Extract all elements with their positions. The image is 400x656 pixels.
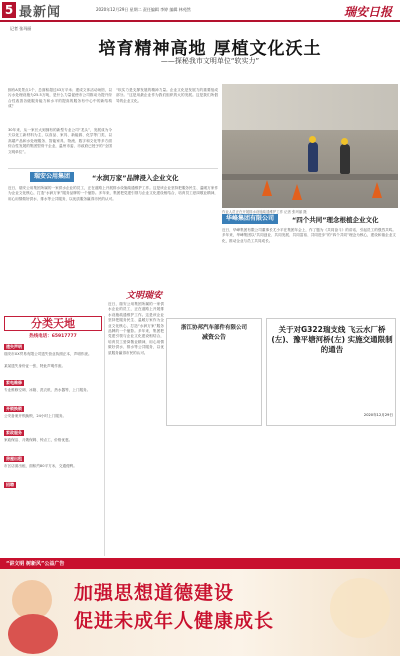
section-title: 最新闻	[19, 5, 62, 20]
classified-tag: 招聘	[6, 482, 14, 487]
divider	[104, 316, 105, 556]
banner-caption: “讲文明 树新风”公益广告	[6, 561, 65, 567]
classified-entry: 市区店面出租，面积约80平方米，交通便利。	[4, 464, 77, 468]
classified-entry: 瑞安市XX贸易有限公司遗失营业执照正本，声明作废。	[4, 352, 92, 356]
classified-tag: 家电维修	[6, 380, 22, 385]
photo-caption: 作业人员正在开展排水设施疏通维护工作 记者 张玛丽 摄	[222, 210, 307, 214]
classified-entry: 某某遗失身份证一张，特此声明作废。	[4, 364, 66, 368]
classified-title: 分类天地	[4, 316, 102, 331]
notice-date: 2020年12月29日	[363, 413, 393, 417]
lead-headline: 培育精神高地 厚植文化沃土	[98, 39, 322, 59]
classified-section	[4, 316, 102, 556]
classified-tag: 家政服务	[6, 430, 22, 435]
notice-capital-reduction	[166, 318, 262, 426]
issue-info: 2020年12月29日 星期二 责任编辑 李婷 编辑 林苑然	[96, 7, 191, 12]
child-illustration	[8, 614, 58, 654]
story-body-huafeng: 近日，华峰集团有限公司董事长尤小平在集团年会上，作了题为《共同奋斗》的讲话，引起员工的强烈共鸣。多年来，华峰集团以“共同创业、共同发展、共同富裕、共同进步”的“四个共同”理念为核心，建设和谐企业文化，推动企业与员工共同成长。	[222, 228, 396, 243]
middle-column-text: 近日，瑞安公用集团所属的一家供水企业的员工，正在道路上开展排水设施疏通维护工作。这是该企业坚持把服务民生、温暖万家作为企业文化核心，打造“水润万家”服务品牌的一个缩影。多年来，集团把党建引领与企业文化建设相结合，培育员工爱岗敬业精神，用心用情做好供水、排水等公共服务，以优质服务赢得市民的认可。	[108, 302, 164, 355]
news-photo	[222, 84, 398, 208]
byline: 记者 张玛丽	[10, 26, 32, 31]
story-body-gongyong: 近日，瑞安公用集团所属的一家供水企业的员工，正在道路上开展排水设施疏通维护工作。这是该企业坚持把服务民生、温暖万家作为企业文化核心，打造“水润万家”服务品牌的一个缩影。多年来，集团把党建引领与企业文化建设相结合，培育员工爱岗敬业精神，用心用情做好供水、排水等公共服务，以优质服务赢得市民的认可。	[8, 186, 218, 201]
public-service-banner	[0, 558, 400, 656]
story-kicker-huafeng: 华峰集团有限公司	[222, 214, 278, 224]
banner-slogan-line2: 促进未成年人健康成长	[74, 610, 275, 632]
notice-subtitle: 减资公告	[201, 334, 226, 341]
banner-slogan-line1: 加强思想道德建设	[74, 582, 235, 604]
divider	[8, 168, 218, 169]
classified-entry: 家政保洁、月嫂保姆、钟点工，价格优惠。	[4, 438, 73, 442]
lead-paragraph-1: 拥有A类景点1个，总面积超过43万平米；建成文体活动场馆，以污水处理设施为25.5万吨，是什么力量促使市公司推动为提升综合性改善各级服务能力和水平的提高的服务有中心中的新结构成？	[8, 88, 112, 109]
lead-paragraph-3: “软实力是支撑发展的精神力量。企业文化是发展力的重要组成部分。”这是用最企业作为我们组织的大的发展。这是我们所倡导的企业文化。	[116, 88, 218, 103]
classified-entry: 公安备案开锁换锁，24小时上门服务。	[4, 414, 67, 418]
story-title-huafeng: “四个共同”理念根植企业文化	[292, 216, 379, 224]
classified-phone: 热线电话：65917777	[29, 334, 77, 339]
classified-entry: 专业维修空调、冰箱、洗衣机、热水器等，上门服务。	[4, 388, 91, 392]
notice-traffic-title: 关于对G322瑞支线 飞云水厂桥(左)、豫平塘河桥(左) 实施交通限制的通告	[271, 325, 393, 354]
classified-tag: 遗失声明	[6, 344, 22, 349]
story-kicker-gongyong: 瑞安公用集团	[30, 172, 74, 182]
lead-paragraph-2: 30年来，从一家长大到拥有的新型专业公司“龙头”，发展成为今天以化工新材料为主，以食品、家具、新能源、化学等门类，以高端产品和水处理服务、智能家具、物流、数字和文化等多方面综合性发展的集团型骨干企业，温州市委、市政府已授予的“全国文明单位”。	[8, 128, 112, 154]
story-title-gongyong: “水润万家”品牌浸入企业文化	[92, 174, 179, 182]
masthead	[0, 0, 400, 22]
classified-tag: 房屋出租	[6, 456, 22, 461]
column-stamp: 文明瑞安	[125, 291, 162, 301]
decoration-circle	[330, 578, 390, 638]
newspaper-logo: 瑞安日报	[343, 5, 392, 19]
page-number: 5	[2, 2, 16, 18]
classified-tag: 开锁换锁	[6, 406, 22, 411]
lead-subhead: ——探秘我市文明单位“软实力”	[160, 57, 260, 65]
notice-company: 浙江协邦汽车部件有限公司	[180, 325, 247, 331]
notice-traffic-restriction	[266, 318, 396, 426]
